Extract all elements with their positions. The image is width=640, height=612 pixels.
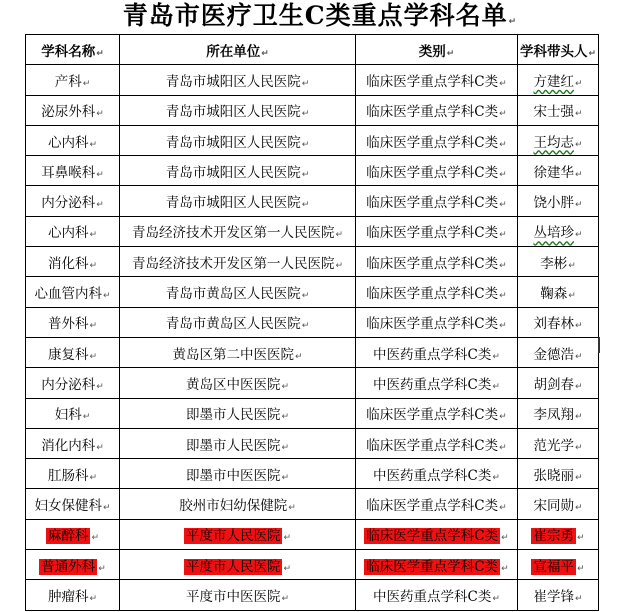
- cell-mark-icon: ↵: [499, 78, 507, 89]
- table-cell-unit[interactable]: [120, 307, 356, 337]
- table-cell-category[interactable]: [356, 186, 518, 216]
- table-cell-subject[interactable]: [26, 550, 120, 580]
- cell-text-unit: 青岛市城阳区人民医院: [165, 134, 301, 151]
- cell-text-leader: 崔学锋: [533, 588, 574, 605]
- cell-mark-icon: ↵: [576, 533, 585, 544]
- table-cell-unit[interactable]: [120, 398, 356, 428]
- cell-text-leader: 王均志: [533, 134, 574, 151]
- cell-mark-icon: ↵: [91, 533, 100, 544]
- cell-mark-icon: ↵: [499, 321, 507, 332]
- cell-text-subject: 普外科: [47, 316, 89, 333]
- paragraph-mark-icon: ↵: [508, 17, 518, 27]
- cell-mark-icon: ↵: [492, 381, 500, 392]
- cell-mark-icon: ↵: [574, 472, 583, 483]
- table-cell-unit[interactable]: [120, 459, 356, 489]
- cell-mark-icon: ↵: [301, 78, 310, 89]
- table-cell-leader[interactable]: [518, 519, 599, 549]
- table-cell-unit[interactable]: [120, 428, 356, 458]
- cell-text-leader: 宋同勋: [533, 498, 574, 515]
- cell-mark-icon: ↵: [499, 200, 507, 211]
- cell-mark-icon: ↵: [301, 169, 310, 180]
- cell-mark-icon: ↵: [281, 593, 290, 604]
- table-cell-category[interactable]: [356, 337, 518, 367]
- table-cell-unit[interactable]: [120, 368, 356, 398]
- cell-mark-icon: ↵: [102, 291, 111, 302]
- table-cell-subject[interactable]: [26, 580, 120, 610]
- table-cell-unit[interactable]: [120, 125, 356, 155]
- table-cell-leader[interactable]: [518, 489, 599, 519]
- header-leader: 学科带头人: [519, 43, 588, 60]
- cell-mark-icon: ↵: [574, 381, 583, 392]
- table-cell-subject[interactable]: [26, 519, 120, 549]
- table-row: [26, 125, 599, 155]
- cell-mark-icon: ↵: [574, 321, 583, 332]
- cell-mark-icon: ↵: [283, 533, 292, 544]
- cell-mark-icon: ↵: [574, 78, 583, 89]
- cell-mark-icon: ↵: [301, 200, 310, 211]
- cell-text-unit: 平度市中医医院: [185, 588, 281, 605]
- header-cell: [356, 35, 518, 65]
- table-cell-leader[interactable]: [518, 368, 599, 398]
- cell-text-leader: 张晓丽: [533, 467, 574, 484]
- cell-text-category: 临床医学重点学科C类: [366, 498, 499, 515]
- cell-text-category: 临床医学重点学科C类: [366, 558, 499, 575]
- table-cell-subject[interactable]: [26, 65, 120, 95]
- cell-text-category: 中医药重点学科C类: [373, 376, 492, 393]
- cell-mark-icon: ↵: [588, 48, 597, 59]
- table-row: [26, 156, 599, 186]
- table-cell-subject[interactable]: [26, 428, 120, 458]
- cell-text-unit: 黄岛区中医医院: [185, 376, 281, 393]
- header-category: 类别: [418, 43, 446, 60]
- table-cell-subject[interactable]: [26, 216, 120, 246]
- table-cell-category[interactable]: [356, 125, 518, 155]
- table-cell-leader[interactable]: [518, 550, 599, 580]
- header-cell: [26, 35, 120, 65]
- cell-text-subject: 产科: [54, 73, 82, 90]
- cell-text-subject: 消化内科: [41, 437, 96, 454]
- cell-text-subject: 消化科: [47, 255, 89, 272]
- table-cell-unit[interactable]: [120, 247, 356, 277]
- table-cell-category[interactable]: [356, 95, 518, 125]
- cell-text-unit: 平度市人民医院: [185, 558, 281, 575]
- cell-mark-icon: ↵: [574, 351, 583, 362]
- cell-mark-icon: ↵: [102, 503, 111, 514]
- cell-text-leader: 宋士强: [533, 104, 574, 121]
- cell-text-unit: 青岛市城阳区人民医院: [165, 195, 301, 212]
- cell-text-leader: 鞠森: [540, 286, 568, 303]
- document-title: [0, 0, 640, 32]
- cell-mark-icon: ↵: [574, 593, 583, 604]
- table-cell-unit[interactable]: [120, 337, 356, 367]
- table-cell-leader[interactable]: [518, 428, 599, 458]
- table-row: [26, 337, 599, 367]
- table-cell-leader[interactable]: [518, 580, 599, 610]
- cell-text-subject: 心内科: [47, 134, 89, 151]
- cell-mark-icon: ↵: [568, 291, 576, 302]
- table-cell-subject[interactable]: [26, 125, 120, 155]
- subject-table: [25, 34, 599, 611]
- cell-mark-icon: ↵: [499, 412, 507, 423]
- table-cell-category[interactable]: [356, 459, 518, 489]
- table-cell-category[interactable]: [356, 277, 518, 307]
- cell-text-category: 临床医学重点学科C类: [366, 134, 499, 151]
- table-cell-subject[interactable]: [26, 368, 120, 398]
- table-row: [26, 580, 599, 610]
- cell-text-leader: 方建红: [533, 73, 574, 90]
- table-cell-leader[interactable]: [518, 398, 599, 428]
- cell-text-unit: 胶州市妇幼保健院: [179, 498, 288, 515]
- table-row: [26, 550, 599, 580]
- table-cell-subject[interactable]: [26, 337, 120, 367]
- cell-mark-icon: ↵: [294, 351, 303, 362]
- cell-mark-icon: ↵: [96, 381, 104, 392]
- cell-mark-icon: ↵: [574, 230, 583, 241]
- cell-text-leader: 李凤翔: [533, 407, 574, 424]
- table-cell-leader[interactable]: [518, 307, 599, 337]
- table-row: [26, 277, 599, 307]
- table-cell-unit[interactable]: [120, 489, 356, 519]
- cell-mark-icon: ↵: [499, 291, 507, 302]
- table-cell-unit[interactable]: [120, 550, 356, 580]
- header-cell: [518, 35, 599, 65]
- table-cell-subject[interactable]: [26, 398, 120, 428]
- cell-mark-icon: ↵: [446, 48, 455, 59]
- cell-text-unit: 青岛经济技术开发区第一人民医院: [131, 225, 335, 242]
- table-cell-unit[interactable]: [120, 95, 356, 125]
- table-cell-subject[interactable]: [26, 489, 120, 519]
- cell-text-subject: 心血管内科: [34, 286, 102, 303]
- header-subject: 学科名称: [41, 43, 96, 60]
- cell-text-category: 临床医学重点学科C类: [366, 316, 499, 333]
- table-cell-unit[interactable]: [120, 216, 356, 246]
- cell-mark-icon: ↵: [281, 442, 290, 453]
- table-cell-subject[interactable]: [26, 95, 120, 125]
- cell-text-subject: 肛肠科: [47, 467, 89, 484]
- cell-text-category: 临床医学重点学科C类: [366, 286, 499, 303]
- cell-mark-icon: ↵: [89, 260, 98, 271]
- table-cell-unit[interactable]: [120, 277, 356, 307]
- table-cell-subject[interactable]: [26, 307, 120, 337]
- header-unit: 所在单位: [206, 43, 261, 60]
- cell-text-category: 中医药重点学科C类: [373, 467, 492, 484]
- table-cell-unit[interactable]: [120, 156, 356, 186]
- cell-mark-icon: ↵: [281, 472, 290, 483]
- cell-mark-icon: ↵: [499, 139, 507, 150]
- cell-text-subject: 耳鼻喉科: [41, 164, 96, 181]
- table-cell-category[interactable]: [356, 368, 518, 398]
- table-cell-leader[interactable]: [518, 216, 599, 246]
- cell-mark-icon: ↵: [574, 412, 583, 423]
- cell-mark-icon: ↵: [335, 260, 344, 271]
- table-cell-category[interactable]: [356, 216, 518, 246]
- cell-text-leader: 饶小胖: [533, 195, 574, 212]
- table-row: [26, 216, 599, 246]
- cell-mark-icon: ↵: [89, 593, 98, 604]
- cell-text-unit: 即墨市人民医院: [185, 437, 281, 454]
- cell-mark-icon: ↵: [261, 48, 269, 59]
- table-row: [26, 428, 599, 458]
- table-cell-leader[interactable]: [518, 337, 599, 367]
- cell-mark-icon: ↵: [499, 230, 507, 241]
- cell-text-leader: 范光学: [533, 437, 574, 454]
- cell-text-leader: 崔宗勇: [533, 528, 574, 545]
- cell-mark-icon: ↵: [499, 442, 507, 453]
- table-cell-category[interactable]: [356, 65, 518, 95]
- cell-text-subject: 妇女保健科: [34, 498, 102, 515]
- cell-text-unit: 即墨市中医医院: [185, 467, 281, 484]
- table-cell-leader[interactable]: [518, 247, 599, 277]
- table-body: [26, 65, 599, 610]
- cell-mark-icon: ↵: [499, 260, 507, 271]
- table-cell-leader[interactable]: [518, 65, 599, 95]
- cell-text-leader: 李彬: [540, 255, 568, 272]
- cell-mark-icon: ↵: [89, 321, 98, 332]
- cell-mark-icon: ↵: [501, 533, 509, 544]
- cell-text-unit: 黄岛区第二中医医院: [172, 346, 294, 363]
- cell-text-category: 临床医学重点学科C类: [366, 195, 499, 212]
- cell-mark-icon: ↵: [492, 472, 500, 483]
- table-row: [26, 368, 599, 398]
- cell-text-category: 中医药重点学科C类: [373, 346, 492, 363]
- cell-mark-icon: ↵: [574, 169, 583, 180]
- cell-mark-icon: ↵: [492, 593, 500, 604]
- table-cell-category[interactable]: [356, 398, 518, 428]
- table-cell-leader[interactable]: [518, 95, 599, 125]
- table-cell-subject[interactable]: [26, 247, 120, 277]
- cell-mark-icon: ↵: [574, 503, 583, 514]
- cell-text-unit: 青岛市黄岛区人民医院: [165, 286, 301, 303]
- table-cell-leader[interactable]: [518, 186, 599, 216]
- table-cell-unit[interactable]: [120, 186, 356, 216]
- cell-text-leader: 丛培珍: [533, 225, 574, 242]
- cell-text-subject: 妇科: [54, 407, 82, 424]
- table-cell-subject[interactable]: [26, 277, 120, 307]
- table-cell-leader[interactable]: [518, 125, 599, 155]
- cell-text-leader: 胡剑春: [533, 376, 574, 393]
- table-cell-category[interactable]: [356, 550, 518, 580]
- cell-mark-icon: ↵: [499, 109, 507, 120]
- cell-mark-icon: ↵: [499, 169, 507, 180]
- cell-mark-icon: ↵: [89, 351, 98, 362]
- text-cursor: [598, 337, 600, 353]
- cell-mark-icon: ↵: [288, 503, 296, 514]
- cell-text-category: 临床医学重点学科C类: [366, 407, 499, 424]
- table-row: [26, 186, 599, 216]
- cell-mark-icon: ↵: [96, 109, 104, 120]
- table-header-row: [26, 35, 599, 65]
- cell-mark-icon: ↵: [301, 109, 310, 120]
- cell-text-category: 临床医学重点学科C类: [366, 164, 499, 181]
- cell-mark-icon: ↵: [96, 169, 104, 180]
- cell-text-unit: 平度市人民医院: [185, 528, 281, 545]
- table-cell-category[interactable]: [356, 307, 518, 337]
- table-cell-category[interactable]: [356, 580, 518, 610]
- table-cell-leader[interactable]: [518, 459, 599, 489]
- cell-mark-icon: ↵: [492, 351, 500, 362]
- cell-text-unit: 即墨市人民医院: [185, 407, 281, 424]
- table-row: [26, 307, 599, 337]
- cell-mark-icon: ↵: [568, 260, 576, 271]
- cell-mark-icon: ↵: [82, 412, 91, 423]
- cell-text-subject: 康复科: [47, 346, 89, 363]
- cell-mark-icon: ↵: [98, 563, 106, 574]
- table-cell-leader[interactable]: [518, 156, 599, 186]
- cell-mark-icon: ↵: [301, 321, 310, 332]
- table-row: [26, 489, 599, 519]
- table-cell-unit[interactable]: [120, 65, 356, 95]
- cell-mark-icon: ↵: [89, 472, 98, 483]
- cell-text-category: 临床医学重点学科C类: [366, 73, 499, 90]
- table-cell-unit[interactable]: [120, 580, 356, 610]
- cell-text-subject: 内分泌科: [41, 195, 96, 212]
- table-cell-subject[interactable]: [26, 156, 120, 186]
- cell-text-subject: 麻醉科: [47, 528, 89, 545]
- cell-mark-icon: ↵: [301, 291, 310, 302]
- cell-text-unit: 青岛市城阳区人民医院: [165, 164, 301, 181]
- cell-mark-icon: ↵: [501, 563, 509, 574]
- table-cell-category[interactable]: [356, 247, 518, 277]
- cell-text-category: 临床医学重点学科C类: [366, 528, 499, 545]
- cell-text-unit: 青岛经济技术开发区第一人民医院: [131, 255, 335, 272]
- table-cell-category[interactable]: [356, 519, 518, 549]
- table-cell-subject[interactable]: [26, 186, 120, 216]
- cell-mark-icon: ↵: [574, 109, 583, 120]
- table-cell-category[interactable]: [356, 428, 518, 458]
- cell-text-subject: 内分泌科: [41, 376, 96, 393]
- cell-text-category: 临床医学重点学科C类: [366, 225, 499, 242]
- cell-text-category: 中医药重点学科C类: [373, 588, 492, 605]
- header-cell: [120, 35, 356, 65]
- table-cell-category[interactable]: [356, 489, 518, 519]
- table-cell-subject[interactable]: [26, 459, 120, 489]
- cell-mark-icon: ↵: [89, 139, 98, 150]
- table-row: [26, 65, 599, 95]
- cell-mark-icon: ↵: [281, 381, 290, 392]
- cell-text-category: 临床医学重点学科C类: [366, 437, 499, 454]
- table-cell-unit[interactable]: [120, 519, 356, 549]
- table-cell-category[interactable]: [356, 156, 518, 186]
- cell-mark-icon: ↵: [574, 139, 583, 150]
- table-row: [26, 247, 599, 277]
- cell-text-unit: 青岛市黄岛区人民医院: [165, 316, 301, 333]
- cell-mark-icon: ↵: [283, 563, 292, 574]
- cell-mark-icon: ↵: [96, 48, 104, 59]
- title-text: 青岛市医疗卫生C类重点学科名单: [122, 1, 508, 30]
- cell-text-unit: 青岛市城阳区人民医院: [165, 104, 301, 121]
- cell-mark-icon: ↵: [96, 442, 104, 453]
- cell-mark-icon: ↵: [281, 412, 290, 423]
- cell-mark-icon: ↵: [96, 200, 104, 211]
- table-cell-leader[interactable]: [518, 277, 599, 307]
- table-row: [26, 519, 599, 549]
- cell-mark-icon: ↵: [574, 442, 583, 453]
- cell-text-leader: 徐建华: [533, 164, 574, 181]
- cell-mark-icon: ↵: [574, 200, 583, 211]
- cell-text-subject: 普通外科: [41, 558, 96, 575]
- cell-text-leader: 刘春林: [533, 316, 574, 333]
- cell-mark-icon: ↵: [499, 503, 507, 514]
- table-row: [26, 95, 599, 125]
- cell-mark-icon: ↵: [576, 563, 585, 574]
- table-row: [26, 398, 599, 428]
- cell-text-subject: 肿瘤科: [47, 588, 89, 605]
- table-row: [26, 459, 599, 489]
- cell-text-subject: 心内科: [47, 225, 89, 242]
- cell-text-unit: 青岛市城阳区人民医院: [165, 73, 301, 90]
- cell-text-leader: 宣福平: [533, 558, 574, 575]
- cell-mark-icon: ↵: [301, 139, 310, 150]
- cell-mark-icon: ↵: [89, 230, 98, 241]
- cell-text-subject: 泌尿外科: [41, 104, 96, 121]
- cell-mark-icon: ↵: [82, 78, 91, 89]
- cell-text-category: 临床医学重点学科C类: [366, 104, 499, 121]
- cell-mark-icon: ↵: [335, 230, 344, 241]
- cell-text-leader: 金德浩: [533, 346, 574, 363]
- cell-text-category: 临床医学重点学科C类: [366, 255, 499, 272]
